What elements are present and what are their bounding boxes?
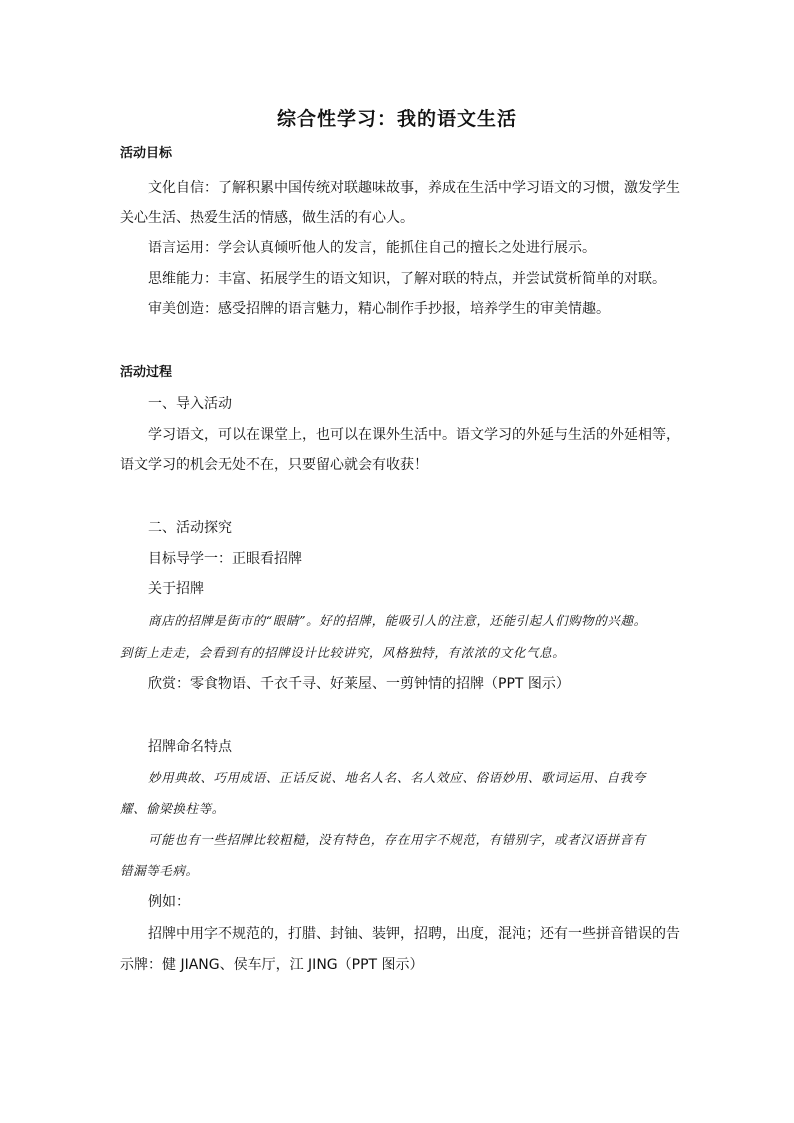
goal-thinking: 思维能力：丰富、拓展学生的语文知识，了解对联的特点，并尝试赏析简单的对联。 [148, 271, 666, 287]
naming-line1: 妙用典故、巧用成语、正话反说、地名人名、名人效应、俗语妙用、歌词运用、自我夸 [148, 770, 646, 785]
page-title: 综合性学习：我的语文生活 [276, 108, 517, 130]
naming-line2: 耀、偷梁换柱等。 [120, 801, 225, 816]
about-heading: 关于招牌 [148, 581, 204, 597]
intro-line2: 语文学习的机会无处不在，只要留心就会有收获！ [120, 457, 428, 473]
about-line2: 到街上走走，会看到有的招牌设计比较讲究，风格独特，有浓浓的文化气息。 [120, 645, 566, 660]
step-intro-heading: 一、导入活动 [148, 396, 232, 412]
naming-heading: 招牌命名特点 [148, 739, 232, 755]
problem-line1: 可能也有一些招牌比较粗糙，没有特色，存在用字不规范，有错别字，或者汉语拼音有 [148, 832, 646, 847]
goal-culture-line1: 文化自信：了解积累中国传统对联趣味故事，养成在生活中学习语文的习惯，激发学生 [148, 180, 680, 196]
goal-aesthetic: 审美创造：感受招牌的语言魅力，精心制作手抄报，培养学生的审美情趣。 [148, 301, 610, 317]
appreciate-line: 欣赏：零食物语、千衣千寻、好莱屋、一剪钟情的招牌（PPT 图示） [148, 676, 570, 692]
goal-language: 语言运用：学会认真倾听他人的发言，能抓住自己的擅长之处进行展示。 [148, 240, 596, 256]
example-line1: 招牌中用字不规范的，打腊、封铀、装钾，招聘，出度，混沌；还有一些拼音错误的告 [148, 926, 680, 942]
target-heading: 目标导学一：正眼看招牌 [148, 551, 302, 567]
goals-heading: 活动目标 [120, 146, 173, 161]
process-heading: 活动过程 [120, 365, 173, 380]
intro-line1: 学习语文，可以在课堂上，也可以在课外生活中。语文学习的外延与生活的外延相等， [148, 427, 680, 443]
example-line2: 示牌：健 JIANG、侯车厅，江 JING（PPT 图示） [120, 957, 424, 973]
goal-culture-line2: 关心生活、热爱生活的情感，做生活的有心人。 [120, 210, 414, 226]
problem-line2: 错漏等毛病。 [120, 863, 199, 878]
example-label: 例如： [148, 894, 190, 910]
step-explore-heading: 二、活动探究 [148, 520, 232, 536]
about-line1: 商店的招牌是街市的“眼睛”。好的招牌，能吸引人的注意，还能引起人们购物的兴趣。 [148, 613, 647, 628]
